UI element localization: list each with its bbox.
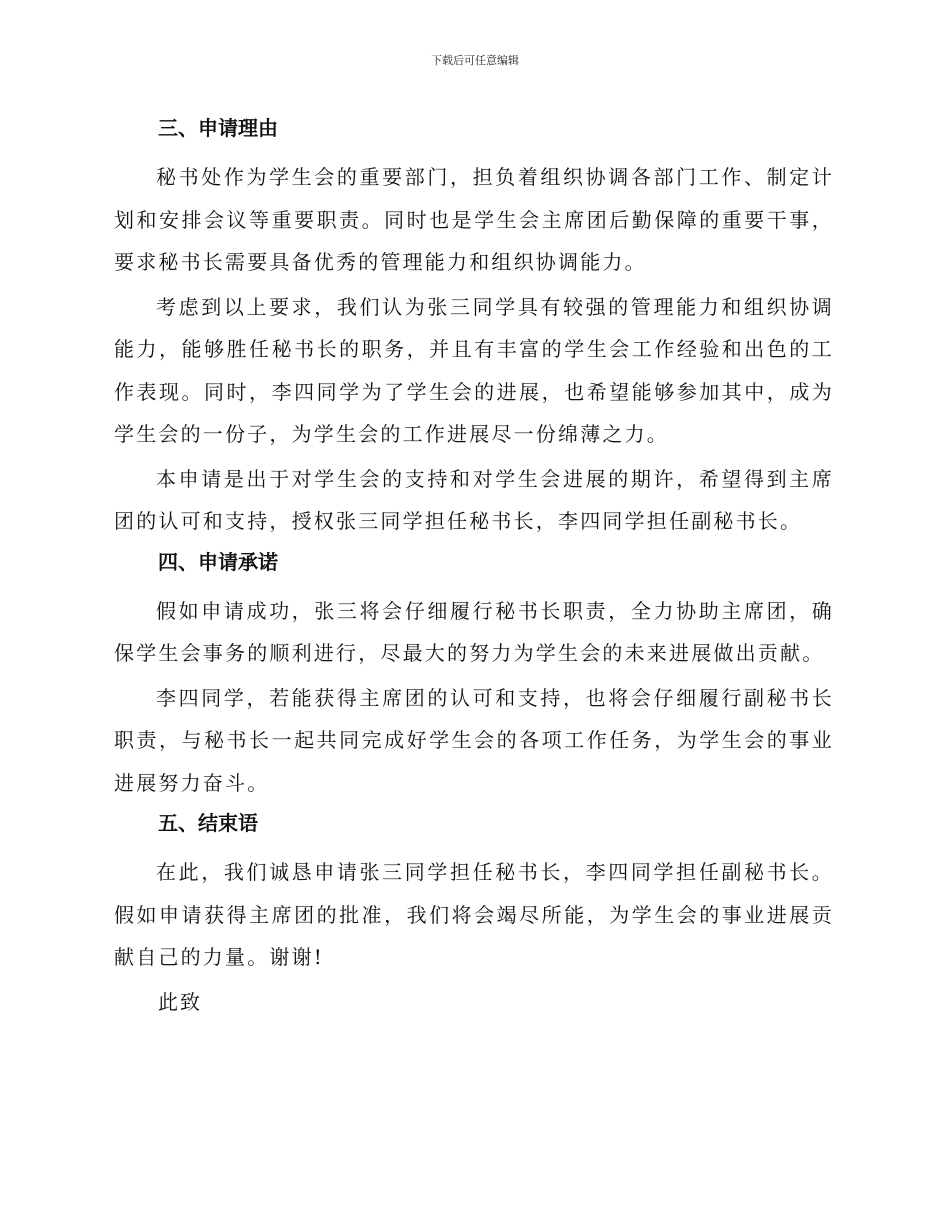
section-heading: 四、申请承诺 (158, 549, 278, 574)
section-heading: 三、申请理由 (158, 116, 278, 140)
paragraph: 本申请是出于对学生会的支持和对学生会进展的期许，希望得到主席团的认可和支持，授权张三同学担任秘书长，李四同学担任副秘书长。 (114, 466, 834, 533)
paragraph: 在此，我们诚恳申请张三同学担任秘书长，李四同学担任副秘书长。假如申请获得主席团的批准，我们将会竭尽所能，为学生会的事业进展贡献自己的力量。谢谢! (114, 860, 834, 969)
document-body (114, 111, 834, 1023)
section-conclusion (114, 806, 834, 979)
paragraph: 秘书处作为学生会的重要部门，担负着组织协调各部门工作、制定计划和安排会议等重要职责。同时也是学生会主席团后勤保障的重要干事，要求秘书长需要具备优秀的管理能力和组织协调能力。 (114, 165, 834, 274)
page-header-note: 下载后可任意编辑 (431, 54, 519, 67)
section-commitment (114, 545, 834, 805)
section-heading: 五、结束语 (158, 811, 258, 835)
closing-salutation: 此致 (158, 989, 202, 1014)
paragraph: 考虑到以上要求，我们认为张三同学具有较强的管理能力和组织协调能力，能够胜任秘书长的职务，并且有丰富的学生会工作经验和出色的工作表现。同时，李四同学为了学生会的进展，也希望能够参加其中，成为学生会的一份子，为学生会的工作进展尽一份绵薄之力。 (114, 294, 834, 446)
paragraph: 假如申请成功，张三将会仔细履行秘书长职责，全力协助主席团，确保学生会事务的顺利进行，尽最大的努力为学生会的未来进展做出贡献。 (114, 598, 834, 665)
section-reasons (114, 111, 834, 543)
paragraph: 李四同学，若能获得主席团的认可和支持，也将会仔细履行副秘书长职责，与秘书长一起共同完成好学生会的各项工作任务，为学生会的事业进展努力奋斗。 (114, 685, 834, 795)
